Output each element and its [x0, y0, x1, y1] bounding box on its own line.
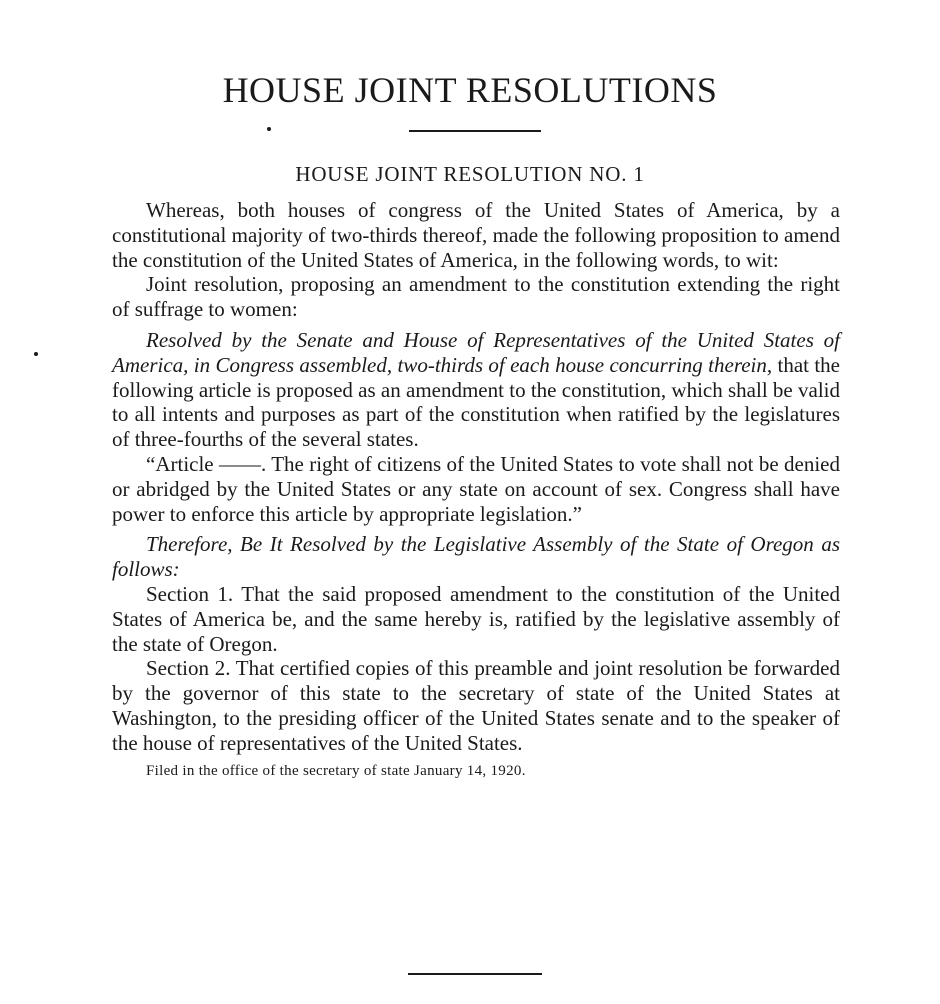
end-divider [408, 973, 542, 975]
filed-note: Filed in the office of the secretary of state January 14, 1920. [146, 762, 526, 779]
print-speck [34, 352, 38, 356]
section-2-paragraph: Section 2. That certified copies of this preamble and joint resolution be forwarded by the governor of this state to the secretary of state of the United States at Washington, to the presiding officer of the United States senate and to the speaker of the house of representatives of the United States. [112, 656, 840, 755]
section-1-paragraph: Section 1. That the said proposed amendment to the constitution of the United States of America be, and the same hereby is, ratified by the legislative assembly of the state of Oregon. [112, 581, 840, 656]
title-divider [409, 130, 541, 132]
resolved-paragraph [112, 328, 840, 452]
resolved-italic-text: Resolved by the Senate and House of Representatives of the United States of America, in Congress assembled, two-thirds of each house concurring therein, [112, 327, 840, 377]
resolved-text: that the following article is proposed as an amendment to the constitution, which shall be valid to all intents and purposes as part of the constitution when ratified by the legislatures of three-fourths of the several states. [112, 352, 840, 452]
print-speck [267, 127, 271, 131]
therefore-italic-text: Therefore, Be It Resolved by the Legislative Assembly of the State of Oregon as follows: [112, 532, 840, 582]
resolution-heading: HOUSE JOINT RESOLUTION NO. 1 [295, 162, 645, 186]
therefore-paragraph [112, 532, 840, 582]
page-title: HOUSE JOINT RESOLUTIONS [222, 70, 718, 110]
joint-resolution-paragraph: Joint resolution, proposing an amendment to the constitution extending the right of suffrage to women: [112, 272, 840, 322]
whereas-paragraph: Whereas, both houses of congress of the United States of America, by a constitutional majority of two-thirds thereof, made the following proposition to amend the constitution of the United States of America, in the following words, to wit: [112, 198, 840, 272]
article-paragraph: “Article ——. The right of citizens of the United States to vote shall not be denied or abridged by the United States or any state on account of sex. Congress shall have power to enforce this article by appropriate legislation.” [112, 451, 840, 526]
resolution-body [112, 198, 840, 782]
